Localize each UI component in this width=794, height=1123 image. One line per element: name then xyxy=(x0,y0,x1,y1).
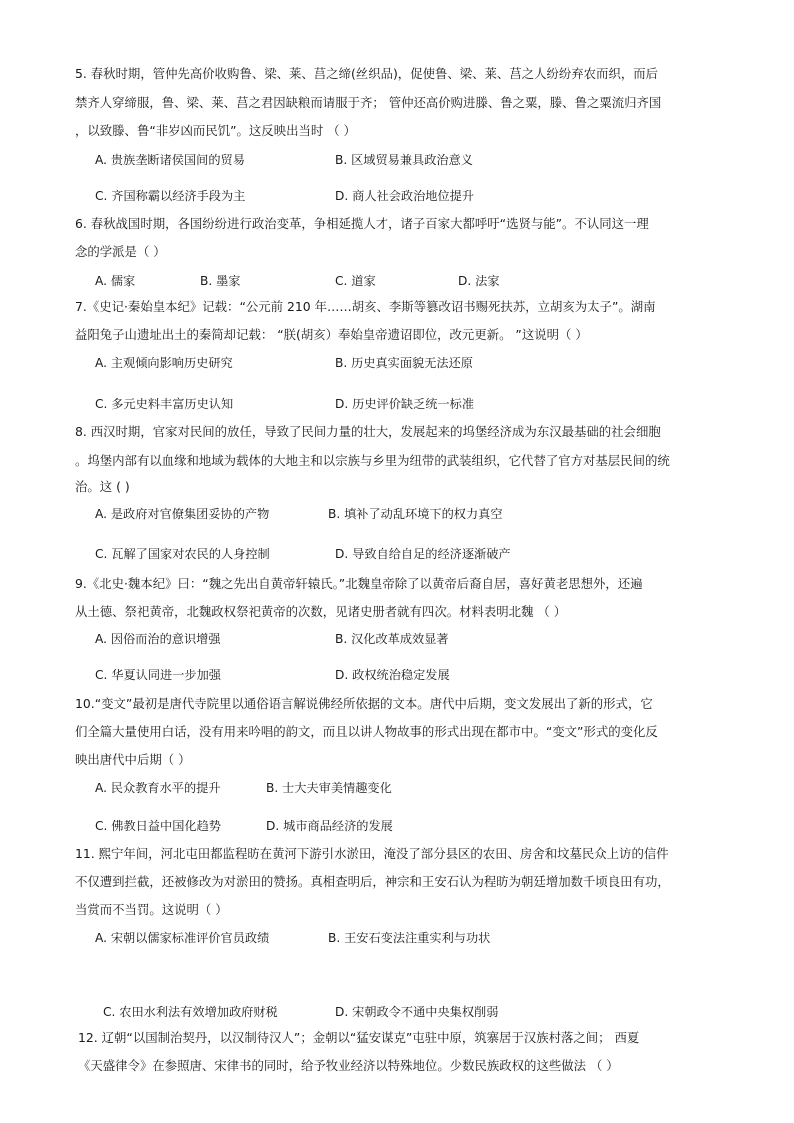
q7-stem-line2: 益阳兔子山遗址出土的秦简却记载： “朕(胡亥）奉始皇帝遗诏即位，改元更新。 ”这说明（ ） xyxy=(75,327,588,342)
q6-stem-line2: 念的学派是（ ） xyxy=(75,244,166,259)
q9-stem-line2: 从土德、祭祀黄帝，北魏政权祭祀黄帝的次数，见诸史册者就有四次。材料表明北魏 （ ） xyxy=(75,604,567,619)
q8-option-d: D. 导致自给自足的经济逐渐破产 xyxy=(335,547,511,561)
q11-option-d: D. 宋朝政令不通中央集权削弱 xyxy=(335,1005,499,1019)
q6-option-d: D. 法家 xyxy=(458,274,500,288)
q5-stem-line1: 5. 春秋时期，管仲先高价收购鲁、梁、莱、莒之缔(丝织品)，促使鲁、梁、莱、莒之人纷纷弃农而织，而后 xyxy=(75,66,659,81)
q12-stem-line2: 《天盛律令》在参照唐、宋律书的同时，给予牧业经济以特殊地位。少数民族政权的这些做法 （ ） xyxy=(78,1058,619,1073)
q11-option-a: A. 宋朝以儒家标准评价官员政绩 xyxy=(95,931,270,945)
q8-stem-line1: 8. 西汉时期，官家对民间的放任，导致了民间力量的壮大，发展起来的坞堡经济成为东汉最基础的社会细胞 xyxy=(75,424,661,439)
q6-option-c: C. 道家 xyxy=(335,274,376,288)
q7-option-b: B. 历史真实面貌无法还原 xyxy=(335,356,473,370)
q8-option-b: B. 填补了动乱环境下的权力真空 xyxy=(328,507,503,521)
q10-stem-line2: 们全篇大量使用白话，没有用来吟唱的韵文，而且以讲人物故事的形式出现在都市中。“变文”形式的变化反 xyxy=(75,724,658,739)
q7-option-a: A. 主观倾向影响历史研究 xyxy=(95,356,233,370)
q5-option-a: A. 贵族垄断诸侯国间的贸易 xyxy=(95,153,245,167)
q8-option-c: C. 瓦解了国家对农民的人身控制 xyxy=(95,547,270,561)
q6-stem-line1: 6. 春秋战国时期，各国纷纷进行政治变革，争相延揽人才，诸子百家大都呼吁“选贤与能”。不认同这一理 xyxy=(75,216,649,231)
q9-option-b: B. 汉化改革成效显著 xyxy=(335,632,449,646)
q8-stem-line2: 。坞堡内部有以血缘和地域为载体的大地主和以宗族与乡里为纽带的武装组织，它代替了官方对基层民间的统 xyxy=(75,453,670,468)
q10-option-d: D. 城市商品经济的发展 xyxy=(266,819,393,833)
q7-stem-line1: 7.《史记·秦始皇本纪》记载：“公元前 210 年……胡亥、李斯等篡改诏书赐死扶苏，立胡亥为太子”。湖南 xyxy=(75,299,656,314)
q5-stem-line3: ，以致滕、鲁“非岁凶而民饥”。这反映出当时 （ ） xyxy=(75,123,356,138)
q10-stem-line3: 映出唐代中后期（ ） xyxy=(75,752,191,767)
q9-option-d: D. 政权统治稳定发展 xyxy=(335,668,450,682)
q10-option-a: A. 民众教育水平的提升 xyxy=(95,781,221,795)
q6-option-b: B. 墨家 xyxy=(200,274,241,288)
q11-stem-line3: 当赏而不当罚。这说明（ ） xyxy=(75,902,228,917)
q7-option-d: D. 历史评价缺乏统一标准 xyxy=(335,397,475,411)
q7-option-c: C. 多元史料丰富历史认知 xyxy=(95,397,234,411)
q11-option-b: B. 王安石变法注重实利与功状 xyxy=(328,931,491,945)
q11-option-c: C. 农田水利法有效增加政府财税 xyxy=(103,1005,278,1019)
q11-stem-line1: 11. 熙宁年间，河北屯田都监程昉在黄河下游引水淤田，淹没了部分县区的农田、房舍和坟墓民众上访的信件 xyxy=(75,846,669,861)
q8-option-a: A. 是政府对官僚集团妥协的产物 xyxy=(95,507,270,521)
q10-option-b: B. 士大夫审美情趣变化 xyxy=(266,781,392,795)
q9-option-a: A. 因俗而治的意识增强 xyxy=(95,632,221,646)
q11-stem-line2: 不仅遭到拦截，还被修改为对淤田的赞扬。真相查明后，神宗和王安石认为程昉为朝廷增加数千顷良田有功， xyxy=(75,874,670,889)
q5-option-b: B. 区域贸易兼具政治意义 xyxy=(335,153,473,167)
q5-stem-line2: 禁齐人穿缔服，鲁、梁、莱、莒之君因缺粮而请服于齐； 管仲还高价购进滕、鲁之粟，滕、鲁之粟流归齐国 xyxy=(75,95,662,110)
q9-stem-line1: 9.《北史·魏本纪》曰：“魏之先出自黄帝轩辕氏。”北魏皇帝除了以黄帝后裔自居，喜好黄老思想外，还遍 xyxy=(75,576,643,591)
q5-option-d: D. 商人社会政治地位提升 xyxy=(335,189,475,203)
q5-option-c: C. 齐国称霸以经济手段为主 xyxy=(95,189,246,203)
q10-stem-line1: 10.“变文”最初是唐代寺院里以通俗语言解说佛经所依据的文本。唐代中后期，变文发展出了新的形式，它 xyxy=(75,696,653,711)
q9-option-c: C. 华夏认同进一步加强 xyxy=(95,668,221,682)
q12-stem-line1: 12. 辽朝“以国制治契丹，以汉制待汉人”；金朝以“猛安谋克”屯驻中原，筑寨居于汉族村落之间； 西夏 xyxy=(78,1030,640,1045)
q6-option-a: A. 儒家 xyxy=(95,274,136,288)
q8-stem-line3: 治。这 ( ) xyxy=(75,479,130,494)
q10-option-c: C. 佛教日益中国化趋势 xyxy=(95,819,221,833)
